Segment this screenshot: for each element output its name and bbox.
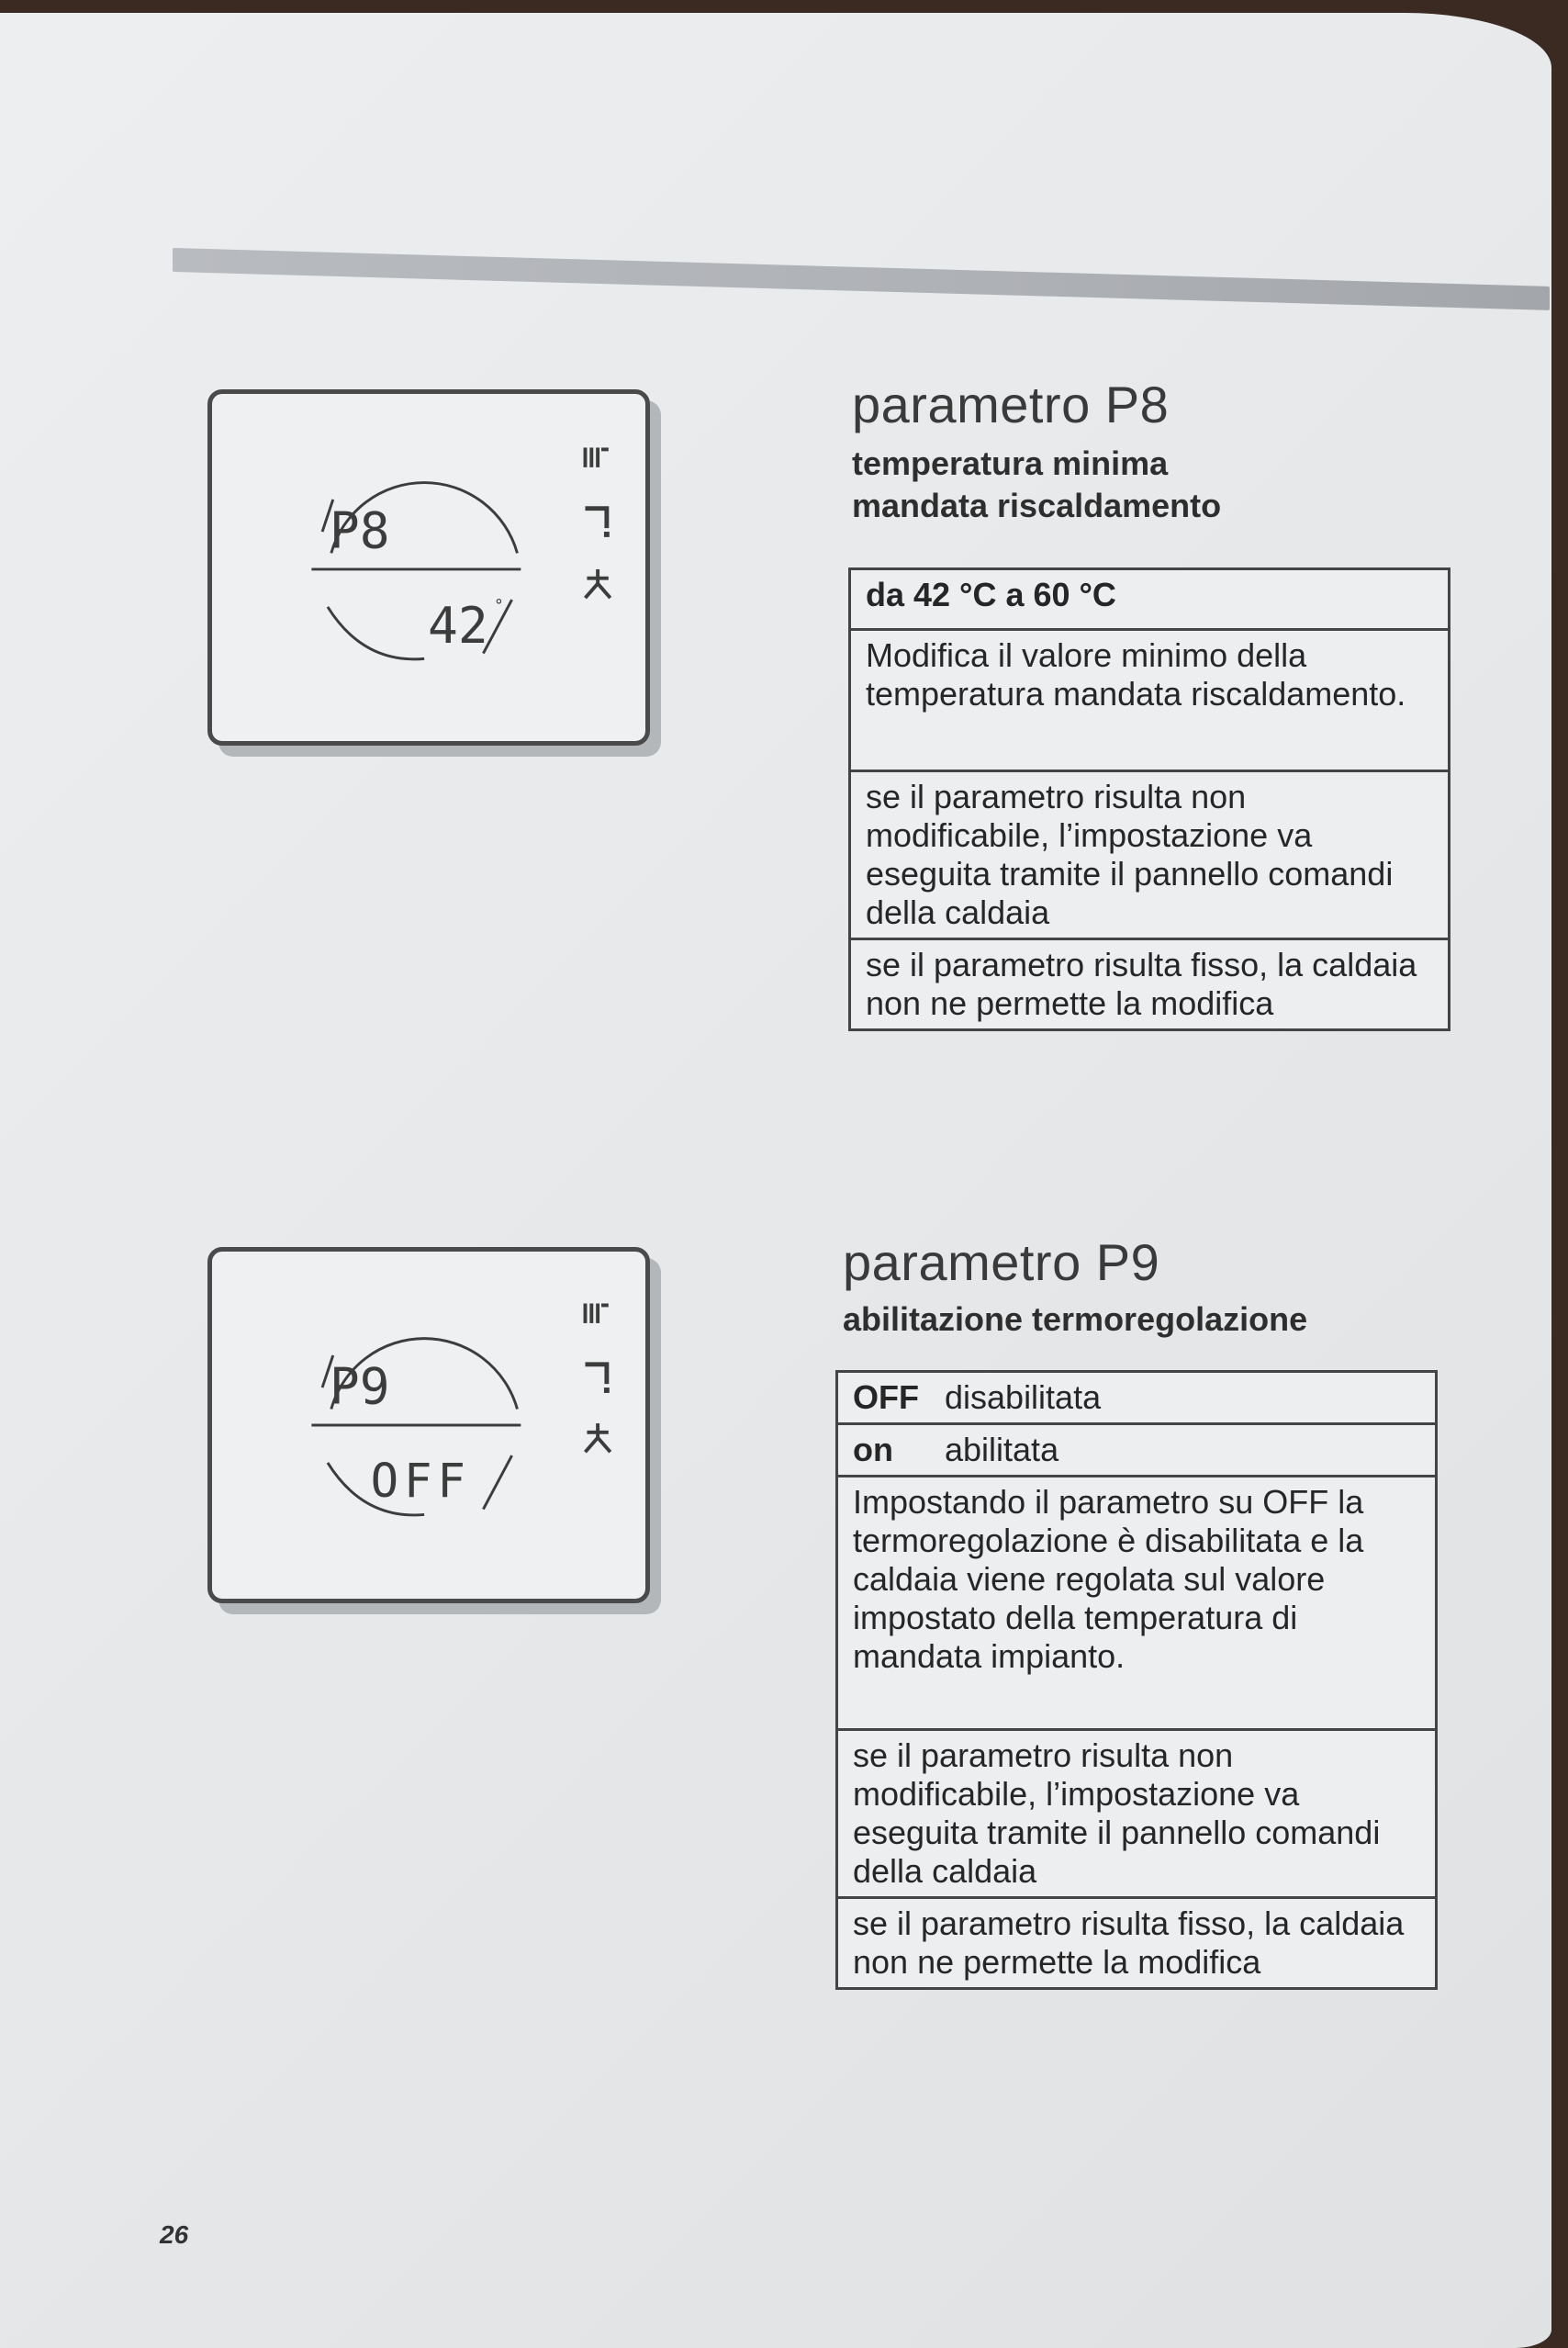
param-subtitle-p9: abilitazione termoregolazione — [843, 1300, 1308, 1338]
note-fixed-cell: se il parametro risulta fisso, la caldaia non ne permette la modifica — [850, 939, 1450, 1030]
param-title-p8: parametro P8 — [852, 376, 1170, 433]
tap-icon — [585, 509, 609, 537]
lcd-display-p8 — [207, 389, 650, 746]
description-cell: Modifica il valore minimo della temperatura mandata riscaldamento. — [850, 630, 1450, 771]
lcd-value-p9: OFF — [370, 1453, 471, 1508]
header-band — [173, 248, 1550, 310]
option-key: on — [853, 1431, 893, 1468]
note-fixed-cell: se il parametro risulta fisso, la caldaia non ne permette la modifica — [837, 1898, 1437, 1989]
lcd-code-p8: P8 — [329, 500, 390, 560]
note-not-editable-cell: se il parametro risulta non modificabile, l’impostazione va eseguita tramite il pannello comandi della caldaia — [837, 1730, 1437, 1898]
manual-page — [0, 13, 1551, 2348]
option-key: OFF — [853, 1378, 919, 1416]
option-row-on — [837, 1424, 1437, 1477]
svg-text:°: ° — [494, 596, 504, 615]
note-not-editable-cell: se il parametro risulta non modificabile, l’impostazione va eseguita tramite il pannello comandi della caldaia — [850, 771, 1450, 939]
lcd-code-p9: P9 — [329, 1356, 390, 1416]
radiator-icon — [584, 447, 609, 466]
lcd-value-p8: 42 — [428, 595, 488, 655]
snowflake-icon — [585, 1423, 610, 1452]
option-label: disabilitata — [945, 1378, 1102, 1416]
param-title-p9: parametro P9 — [843, 1233, 1160, 1291]
page-number: 26 — [160, 2220, 189, 2249]
snowflake-icon — [585, 569, 610, 598]
description-cell: Impostando il parametro su OFF la termoregolazione è disabilitata e la caldaia viene regolata sul valore impostato della temperatura di mandata impianto. — [837, 1477, 1437, 1730]
param-table-p8 — [848, 567, 1450, 1031]
radiator-icon — [584, 1304, 609, 1323]
param-subtitle-p8: temperatura minima mandata riscaldamento — [852, 444, 1222, 524]
lcd-display-p9 — [207, 1247, 650, 1603]
range-cell: da 42 °C a 60 °C — [850, 569, 1450, 630]
option-label: abilitata — [945, 1431, 1059, 1468]
param-table-p9 — [835, 1370, 1438, 1990]
option-row-off — [837, 1372, 1437, 1424]
tap-icon — [585, 1365, 609, 1393]
